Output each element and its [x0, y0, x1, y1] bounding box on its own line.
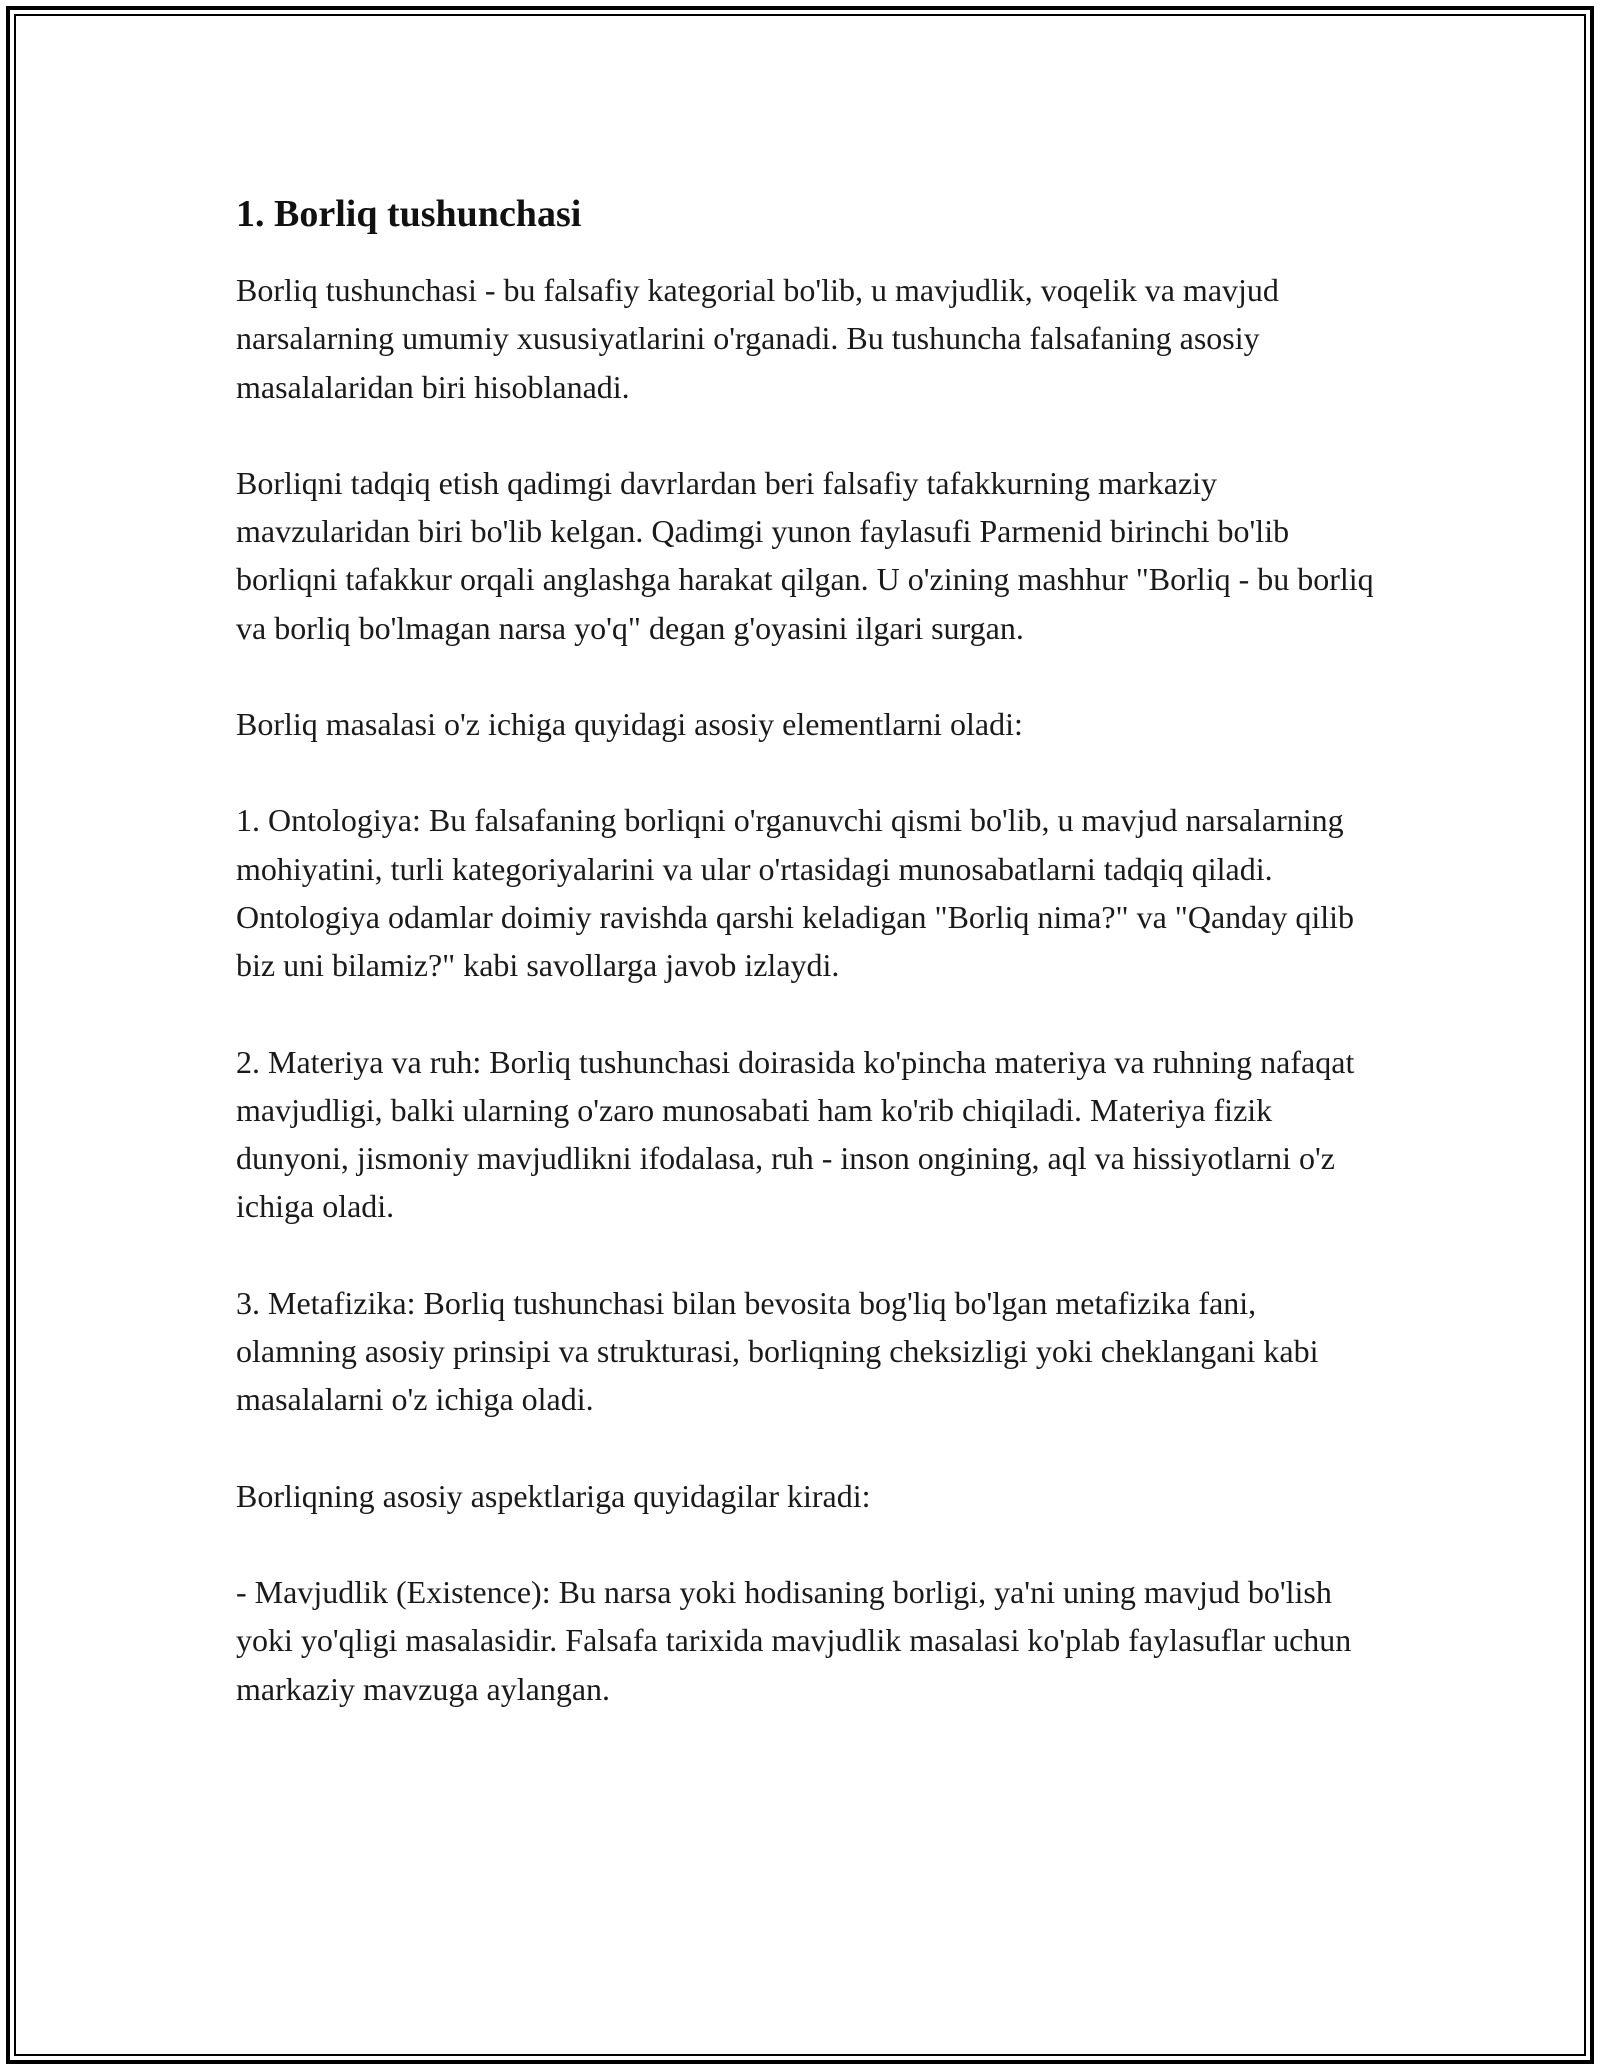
paragraph-ontology: 1. Ontologiya: Bu falsafaning borliqni o'rganuvchi qismi bo'lib, u mavjud narsalarning mohiyatini, turli kategoriyalarini va ular o'rtasidagi munosabatlarni tadqiq qiladi. Ontologiya odamlar doimiy ravishda qarshi keladigan "Borliq nima?" va "Qanday qilib biz uni bilamiz?" kabi savollarga javob izlaydi.: [236, 802, 1355, 984]
paragraph-intro: Borliq tushunchasi - bu falsafiy kategorial bo'lib, u mavjudlik, voqelik va mavjud narsalarning umumiy xususiyatlarini o'rganadi. Bu tushuncha falsafaning asosiy masalalaridan biri hisoblanadi.: [236, 272, 1279, 405]
paragraph-aspects-intro: Borliqning asosiy aspektlariga quyidagilar kiradi:: [236, 1477, 871, 1514]
paragraph-matter-spirit: 2. Materiya va ruh: Borliq tushunchasi doirasida ko'pincha materiya va ruhning nafaqat mavjudligi, balki ularning o'zaro munosabati ham ko'rib chiqiladi. Materiya fizik dunyoni, jismoniy mavjudlikni ifodalasa, ruh - inson ongining, aql va hissiyotlarni o'z ichiga oladi.: [236, 1043, 1355, 1225]
paragraph-elements-intro: Borliq masalasi o'z ichiga quyidagi asosiy elementlarni oladi:: [236, 706, 1023, 743]
paragraph-existence: - Mavjudlik (Existence): Bu narsa yoki hodisaning borligi, ya'ni uning mavjud bo'lish yoki yo'qligi masalasidir. Falsafa tarixida mavjudlik masalasi ko'plab faylasuflar uchun markaziy mavzuga aylangan.: [236, 1573, 1352, 1707]
paragraph-metaphysics: 3. Metafizika: Borliq tushunchasi bilan bevosita bog'liq bo'lgan metafizika fani, olamning asosiy prinsipi va strukturasi, borliqning cheksizligi yoki cheklangani kabi masalalarni o'z ichiga oladi.: [236, 1284, 1319, 1418]
section-heading: 1. Borliq tushunchasi: [236, 193, 582, 235]
document-body: [236, 188, 1376, 1761]
paragraph-history: Borliqni tadqiq etish qadimgi davrlardan beri falsafiy tafakkurning markaziy mavzularidan biri bo'lib kelgan. Qadimgi yunon faylasufi Parmenid birinchi bo'lib borliqni tafakkur orqali anglashga harakat qilgan. U o'zining mashhur "Borliq - bu borliq va borliq bo'lmagan narsa yo'q" degan g'oyasini ilgari surgan.: [236, 464, 1374, 646]
